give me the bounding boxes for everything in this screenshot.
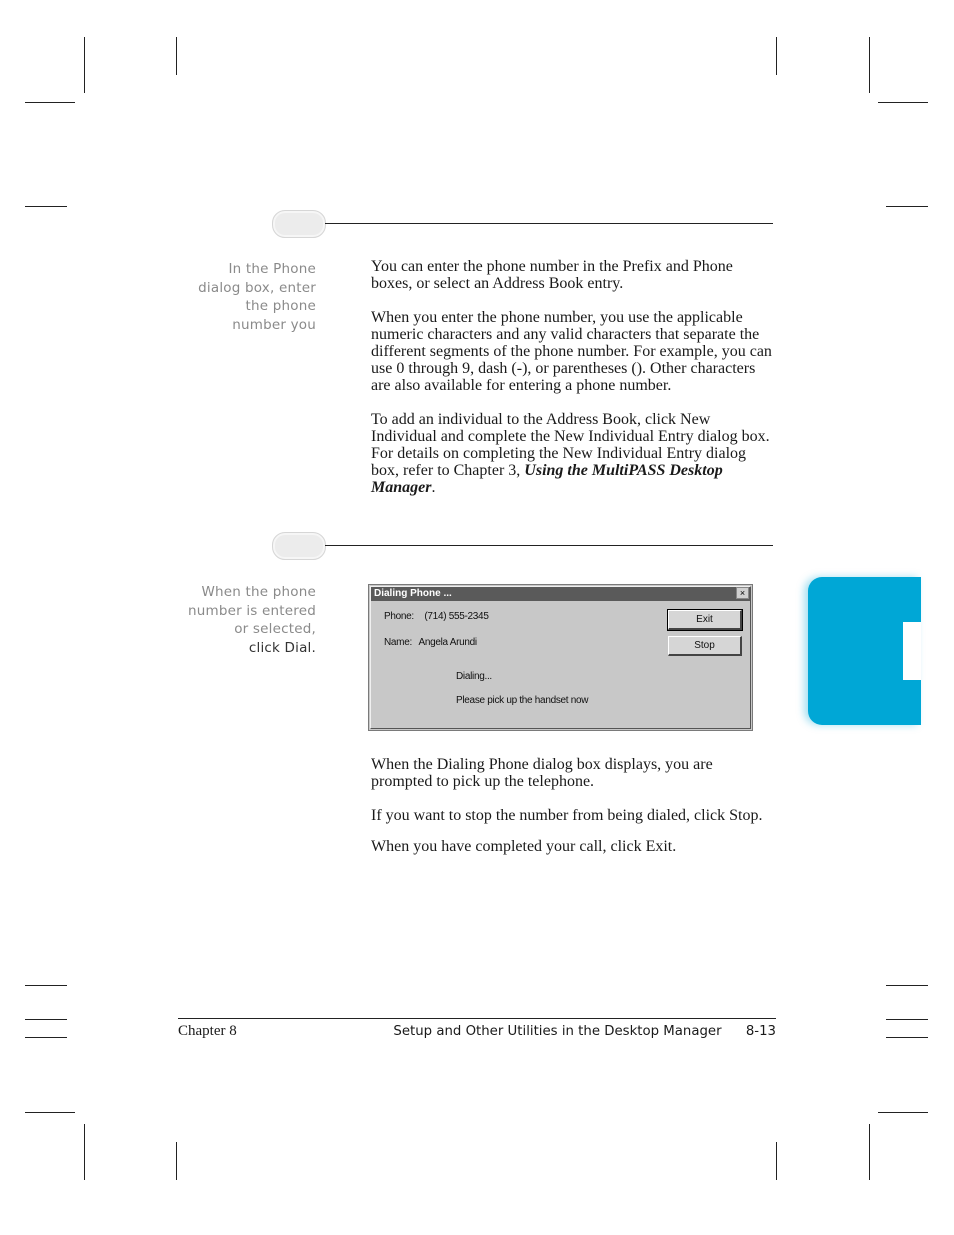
crop-mark	[878, 1112, 928, 1113]
phone-value: (714) 555-2345	[424, 611, 489, 622]
margin-note-line: click Dial.	[248, 640, 316, 657]
dialog-frame	[370, 586, 751, 729]
crop-mark	[886, 985, 928, 986]
crop-mark	[886, 1037, 928, 1038]
dialog-title: Dialing Phone ...	[374, 588, 452, 599]
footer-chapter: Chapter 8	[178, 1023, 237, 1039]
crop-mark	[869, 1124, 870, 1180]
step-marker	[272, 210, 326, 238]
footer-title: Setup and Other Utilities in the Desktop Manager	[393, 1024, 722, 1039]
dialing-phone-dialog	[368, 584, 753, 731]
section-rule	[325, 223, 773, 224]
close-icon[interactable]: ×	[736, 587, 749, 599]
name-label: Name:	[384, 637, 412, 648]
phone-label: Phone:	[384, 611, 414, 622]
crop-mark	[84, 37, 85, 93]
section2-body	[371, 756, 775, 855]
crop-mark	[25, 1019, 67, 1020]
margin-note-line: the phone	[245, 298, 316, 315]
paragraph-text: To add an individual to the Address Book, click New Individual and complete the New Individual Entry dialog box. For details on completing the New Individual Entry dialog box, refer to Chapter 3,	[371, 411, 770, 479]
crop-mark	[886, 1019, 928, 1020]
section-rule	[325, 545, 773, 546]
section1-body	[371, 258, 775, 496]
crop-mark	[25, 985, 67, 986]
name-value: Angela Arundi	[418, 637, 477, 648]
margin-note-line: dialog box, enter	[198, 279, 316, 296]
page-number: 8-13	[745, 1024, 776, 1039]
margin-note-line: number you	[232, 317, 316, 334]
paragraph	[371, 411, 775, 496]
crop-mark	[25, 1112, 75, 1113]
stop-button[interactable]: Stop	[668, 636, 742, 656]
margin-note-line: or selected,	[234, 621, 316, 638]
footer-running-title	[393, 1024, 776, 1039]
margin-note-2	[150, 583, 316, 658]
step-marker	[272, 532, 326, 560]
crop-mark	[25, 206, 67, 207]
paragraph-text: .	[431, 479, 436, 496]
margin-note-line: In the Phone	[228, 261, 316, 277]
paragraph: You can enter the phone number in the Prefix and Phone boxes, or select an Address Book entry.	[371, 258, 733, 292]
margin-note-line: When the phone	[201, 584, 316, 600]
crop-mark	[776, 1142, 777, 1180]
exit-button[interactable]: Exit	[668, 610, 742, 630]
status-dialing: Dialing...	[456, 671, 492, 682]
paragraph: When you enter the phone number, you use the applicable numeric characters and any valid characters that separate the different segments of the phone number. For example, you can use 0 through 9, dash (-), or parentheses (). Other characters are also available for entering a phone number.	[371, 309, 772, 394]
paragraph: If you want to stop the number from being dialed, click Stop.	[371, 807, 763, 824]
paragraph: When the Dialing Phone dialog box displays, you are prompted to pick up the telephone.	[371, 756, 713, 790]
status-pickup: Please pick up the handset now	[456, 695, 589, 706]
crop-mark	[776, 37, 777, 75]
thumb-tab-notch	[903, 622, 921, 680]
crop-mark	[869, 37, 870, 93]
margin-note-line: number is entered	[187, 602, 316, 619]
footer-rule	[178, 1018, 776, 1019]
crop-mark	[176, 37, 177, 75]
paragraph: When you have completed your call, click Exit.	[371, 838, 677, 855]
crop-mark	[25, 102, 75, 103]
dialog-title-bar	[371, 587, 750, 601]
crop-mark	[176, 1142, 177, 1180]
crop-mark	[878, 102, 928, 103]
phone-row	[384, 611, 489, 622]
crop-mark	[25, 1037, 67, 1038]
margin-note-1	[150, 260, 316, 335]
book-title: Using the MultiPASS Desktop Manager	[371, 462, 723, 496]
crop-mark	[886, 206, 928, 207]
crop-mark	[84, 1124, 85, 1180]
name-row	[384, 637, 477, 648]
